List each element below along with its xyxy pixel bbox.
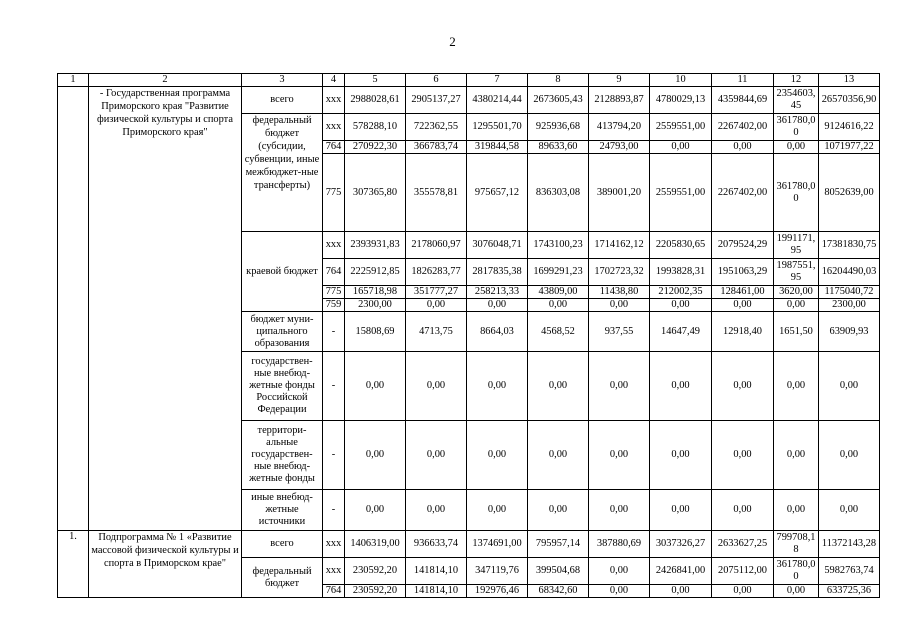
value-cell: 4359844,69 xyxy=(712,87,774,114)
value-cell: 63909,93 xyxy=(819,312,880,352)
value-cell: 0,00 xyxy=(650,352,712,421)
code-cell: 764 xyxy=(323,259,345,286)
value-cell: 26570356,90 xyxy=(819,87,880,114)
value-cell: 0,00 xyxy=(712,352,774,421)
value-cell: 4380214,44 xyxy=(467,87,528,114)
code-cell: 775 xyxy=(323,286,345,299)
value-cell: 319844,58 xyxy=(467,141,528,154)
value-cell: 0,00 xyxy=(528,421,589,490)
value-cell: 2300,00 xyxy=(345,299,406,312)
value-cell: 0,00 xyxy=(712,490,774,531)
code-cell: ххх xyxy=(323,232,345,259)
value-cell: 307365,80 xyxy=(345,154,406,232)
value-cell: 9124616,22 xyxy=(819,114,880,141)
value-cell: 14647,49 xyxy=(650,312,712,352)
col-header: 4 xyxy=(323,74,345,87)
value-cell: 0,00 xyxy=(712,299,774,312)
value-cell: 3620,00 xyxy=(774,286,819,299)
source-label: федеральный бюджет xyxy=(242,558,323,598)
value-cell: 799708,18 xyxy=(774,531,819,558)
value-cell: 2673605,43 xyxy=(528,87,589,114)
code-cell: 775 xyxy=(323,154,345,232)
source-label: краевой бюджет xyxy=(242,232,323,312)
value-cell: 5982763,74 xyxy=(819,558,880,585)
source-label: всего xyxy=(242,87,323,114)
value-cell: 2178060,97 xyxy=(406,232,467,259)
value-cell: 1702723,32 xyxy=(589,259,650,286)
code-cell: ххх xyxy=(323,114,345,141)
value-cell: 0,00 xyxy=(650,490,712,531)
code-cell: 759 xyxy=(323,299,345,312)
value-cell: 0,00 xyxy=(406,299,467,312)
value-cell: 1071977,22 xyxy=(819,141,880,154)
value-cell: 633725,36 xyxy=(819,585,880,598)
value-cell: 2267402,00 xyxy=(712,114,774,141)
value-cell: 2426841,00 xyxy=(650,558,712,585)
value-cell: 3037326,27 xyxy=(650,531,712,558)
col-header: 13 xyxy=(819,74,880,87)
value-cell: 0,00 xyxy=(712,585,774,598)
value-cell: 0,00 xyxy=(819,352,880,421)
value-cell: 0,00 xyxy=(345,490,406,531)
value-cell: 2905137,27 xyxy=(406,87,467,114)
row-number: 1. xyxy=(58,531,89,598)
value-cell: 2267402,00 xyxy=(712,154,774,232)
value-cell: 0,00 xyxy=(528,352,589,421)
value-cell: 0,00 xyxy=(467,299,528,312)
value-cell: 11438,80 xyxy=(589,286,650,299)
value-cell: 2817835,38 xyxy=(467,259,528,286)
source-label: бюджет муни-ципального образования xyxy=(242,312,323,352)
value-cell: 361780,00 xyxy=(774,114,819,141)
value-cell: 1743100,23 xyxy=(528,232,589,259)
code-cell: - xyxy=(323,352,345,421)
value-cell: 0,00 xyxy=(650,585,712,598)
value-cell: 1699291,23 xyxy=(528,259,589,286)
value-cell: 0,00 xyxy=(650,299,712,312)
value-cell: 0,00 xyxy=(467,421,528,490)
value-cell: 0,00 xyxy=(774,585,819,598)
value-cell: 0,00 xyxy=(406,421,467,490)
value-cell: 2075112,00 xyxy=(712,558,774,585)
value-cell: 2988028,61 xyxy=(345,87,406,114)
source-label: всего xyxy=(242,531,323,558)
value-cell: 1374691,00 xyxy=(467,531,528,558)
value-cell: 0,00 xyxy=(589,421,650,490)
value-cell: 128461,00 xyxy=(712,286,774,299)
value-cell: 0,00 xyxy=(650,141,712,154)
value-cell: 937,55 xyxy=(589,312,650,352)
value-cell: 0,00 xyxy=(819,490,880,531)
value-cell: 925936,68 xyxy=(528,114,589,141)
col-header: 7 xyxy=(467,74,528,87)
value-cell: 1991171,95 xyxy=(774,232,819,259)
value-cell: 165718,98 xyxy=(345,286,406,299)
value-cell: 0,00 xyxy=(406,352,467,421)
value-cell: 936633,74 xyxy=(406,531,467,558)
value-cell: 4713,75 xyxy=(406,312,467,352)
value-cell: 2300,00 xyxy=(819,299,880,312)
value-cell: 0,00 xyxy=(345,421,406,490)
value-cell: 0,00 xyxy=(589,352,650,421)
value-cell: 2559551,00 xyxy=(650,154,712,232)
value-cell: 1826283,77 xyxy=(406,259,467,286)
value-cell: 795957,14 xyxy=(528,531,589,558)
code-cell: - xyxy=(323,312,345,352)
value-cell: 0,00 xyxy=(406,490,467,531)
value-cell: 24793,00 xyxy=(589,141,650,154)
value-cell: 212002,35 xyxy=(650,286,712,299)
value-cell: 1651,50 xyxy=(774,312,819,352)
value-cell: 2225912,85 xyxy=(345,259,406,286)
source-label: иные внебюд-жетные источники xyxy=(242,490,323,531)
value-cell: 0,00 xyxy=(712,141,774,154)
value-cell: 2205830,65 xyxy=(650,232,712,259)
code-cell: - xyxy=(323,421,345,490)
table-row xyxy=(58,87,880,114)
value-cell: 17381830,75 xyxy=(819,232,880,259)
value-cell: 3076048,71 xyxy=(467,232,528,259)
value-cell: 0,00 xyxy=(589,490,650,531)
value-cell: 399504,68 xyxy=(528,558,589,585)
value-cell: 578288,10 xyxy=(345,114,406,141)
value-cell: 351777,27 xyxy=(406,286,467,299)
program-name: - Государственная программа Приморского края "Развитие физической культуры и спорта Приморского края" xyxy=(89,87,242,531)
value-cell: 2079524,29 xyxy=(712,232,774,259)
value-cell: 1987551,95 xyxy=(774,259,819,286)
value-cell: 0,00 xyxy=(712,421,774,490)
value-cell: 141814,10 xyxy=(406,585,467,598)
value-cell: 1175040,72 xyxy=(819,286,880,299)
value-cell: 0,00 xyxy=(589,299,650,312)
value-cell: 1406319,00 xyxy=(345,531,406,558)
value-cell: 0,00 xyxy=(589,558,650,585)
code-cell: 764 xyxy=(323,585,345,598)
value-cell: 975657,12 xyxy=(467,154,528,232)
page-number: 2 xyxy=(449,34,456,49)
col-header: 11 xyxy=(712,74,774,87)
value-cell: 2633627,25 xyxy=(712,531,774,558)
value-cell: 8664,03 xyxy=(467,312,528,352)
value-cell: 389001,20 xyxy=(589,154,650,232)
col-header: 6 xyxy=(406,74,467,87)
value-cell: 0,00 xyxy=(467,490,528,531)
value-cell: 1951063,29 xyxy=(712,259,774,286)
value-cell: 1295501,70 xyxy=(467,114,528,141)
value-cell: 361780,00 xyxy=(774,558,819,585)
value-cell: 0,00 xyxy=(774,490,819,531)
value-cell: 0,00 xyxy=(774,352,819,421)
value-cell: 0,00 xyxy=(589,585,650,598)
value-cell: 89633,60 xyxy=(528,141,589,154)
value-cell: 2354603,45 xyxy=(774,87,819,114)
value-cell: 387880,69 xyxy=(589,531,650,558)
value-cell: 2393931,83 xyxy=(345,232,406,259)
row-number xyxy=(58,87,89,531)
code-cell: ххх xyxy=(323,558,345,585)
col-header: 12 xyxy=(774,74,819,87)
value-cell: 16204490,03 xyxy=(819,259,880,286)
code-cell: ххх xyxy=(323,87,345,114)
col-header: 8 xyxy=(528,74,589,87)
table-row xyxy=(58,531,880,558)
value-cell: 15808,69 xyxy=(345,312,406,352)
value-cell: 230592,20 xyxy=(345,558,406,585)
value-cell: 836303,08 xyxy=(528,154,589,232)
value-cell: 413794,20 xyxy=(589,114,650,141)
col-header: 2 xyxy=(89,74,242,87)
value-cell: 4568,52 xyxy=(528,312,589,352)
source-label: федеральный бюджет (субсидии, субвенции, иные межбюджет-ные трансферты) xyxy=(242,114,323,232)
value-cell: 258213,33 xyxy=(467,286,528,299)
value-cell: 0,00 xyxy=(774,421,819,490)
value-cell: 0,00 xyxy=(467,352,528,421)
value-cell: 722362,55 xyxy=(406,114,467,141)
value-cell: 12918,40 xyxy=(712,312,774,352)
source-label: государствен-ные внебюд-жетные фонды Российской Федерации xyxy=(242,352,323,421)
value-cell: 355578,81 xyxy=(406,154,467,232)
budget-table xyxy=(57,73,880,598)
value-cell: 0,00 xyxy=(345,352,406,421)
value-cell: 0,00 xyxy=(774,299,819,312)
value-cell: 366783,74 xyxy=(406,141,467,154)
value-cell: 361780,00 xyxy=(774,154,819,232)
value-cell: 1993828,31 xyxy=(650,259,712,286)
value-cell: 0,00 xyxy=(819,421,880,490)
col-header: 1 xyxy=(58,74,89,87)
value-cell: 0,00 xyxy=(774,141,819,154)
value-cell: 347119,76 xyxy=(467,558,528,585)
code-cell: - xyxy=(323,490,345,531)
value-cell: 1714162,12 xyxy=(589,232,650,259)
value-cell: 11372143,28 xyxy=(819,531,880,558)
value-cell: 43809,00 xyxy=(528,286,589,299)
value-cell: 4780029,13 xyxy=(650,87,712,114)
value-cell: 2559551,00 xyxy=(650,114,712,141)
header-row xyxy=(58,74,880,87)
value-cell: 8052639,00 xyxy=(819,154,880,232)
code-cell: 764 xyxy=(323,141,345,154)
col-header: 5 xyxy=(345,74,406,87)
col-header: 3 xyxy=(242,74,323,87)
value-cell: 0,00 xyxy=(650,421,712,490)
value-cell: 68342,60 xyxy=(528,585,589,598)
value-cell: 192976,46 xyxy=(467,585,528,598)
value-cell: 270922,30 xyxy=(345,141,406,154)
col-header: 9 xyxy=(589,74,650,87)
source-label: территори-альные государствен-ные внебюд-жетные фонды xyxy=(242,421,323,490)
code-cell: ххх xyxy=(323,531,345,558)
value-cell: 230592,20 xyxy=(345,585,406,598)
value-cell: 0,00 xyxy=(528,299,589,312)
col-header: 10 xyxy=(650,74,712,87)
value-cell: 2128893,87 xyxy=(589,87,650,114)
value-cell: 141814,10 xyxy=(406,558,467,585)
value-cell: 0,00 xyxy=(528,490,589,531)
subprogram-name: Подпрограмма № 1 «Развитие массовой физической культуры и спорта в Приморском крае" xyxy=(89,531,242,598)
